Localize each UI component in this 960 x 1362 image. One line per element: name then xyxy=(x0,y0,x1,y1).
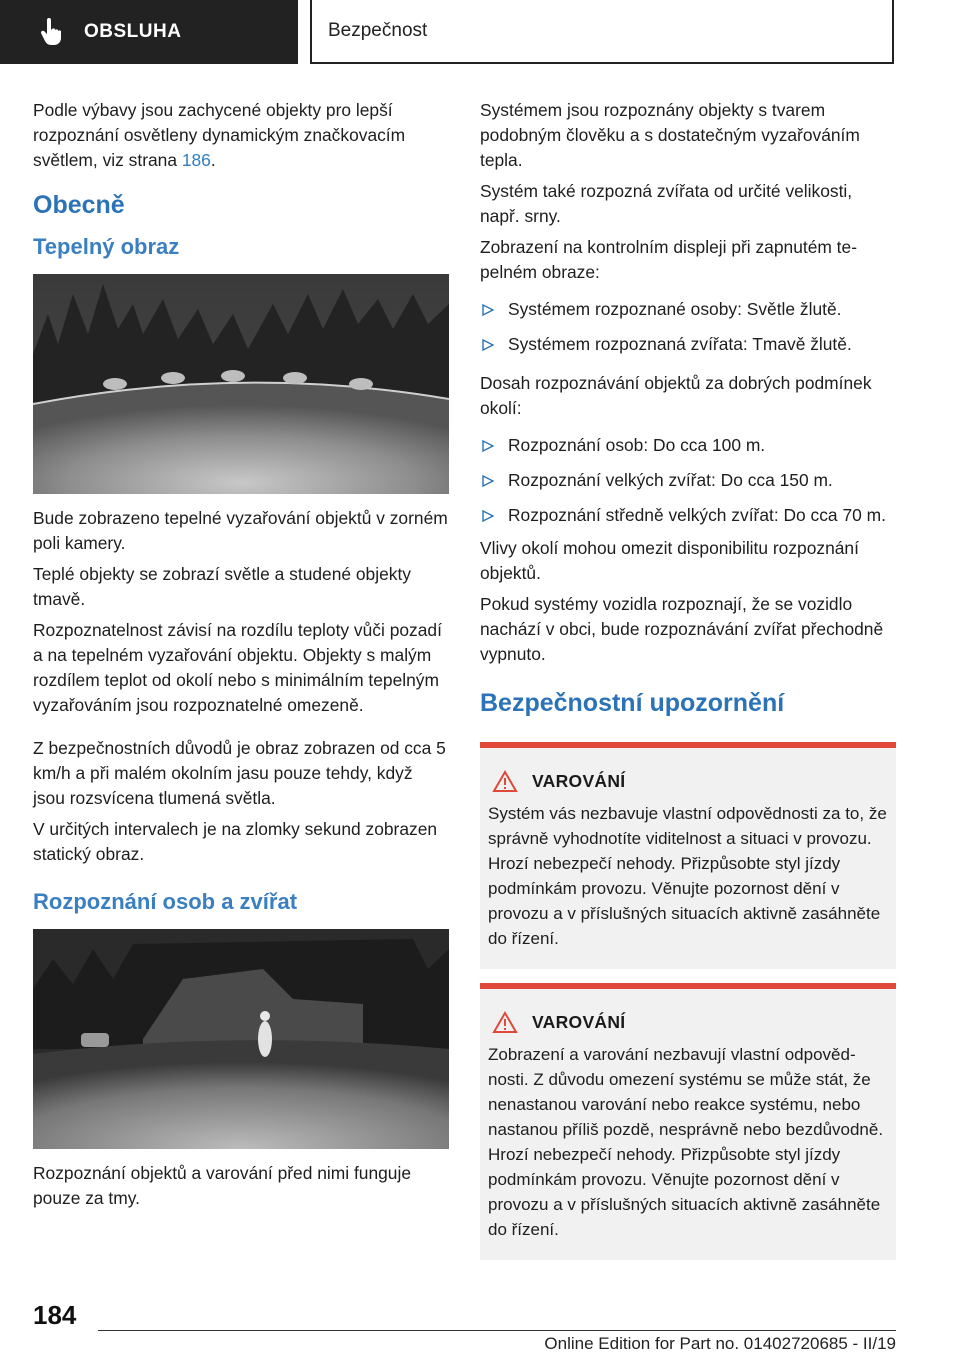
list-item: Rozpoznání velkých zvířat: Do cca 150 m. xyxy=(480,468,896,493)
range-list xyxy=(480,433,896,528)
thermal-paragraph-3: Rozpoznatelnost závisí na rozdílu teploty vůči pozadí a na tepelném vyzařování objektu. Objekty s malým rozdílem teplot od okolí nebo s minimálním tepelným vyzařováním jsou rozpoznatelné omezeně. xyxy=(33,620,442,715)
footer-divider xyxy=(98,1330,896,1331)
right-paragraph-4: Dosah rozpoznávání objektů za dobrých podmínek okolí: xyxy=(480,373,872,418)
detection-paragraph: Rozpoznání objektů a varování před nimi funguje pouze za tmy. xyxy=(33,1163,412,1208)
list-item: Systémem rozpoznané osoby: Světle žlutě. xyxy=(480,297,896,322)
warning-title: VAROVÁNÍ xyxy=(532,1012,626,1032)
right-paragraph-1: Systémem jsou rozpoznány objekty s tvarem podobným člověku a s dostatečným vyzařováním tepla. xyxy=(480,100,860,170)
warning-title: VAROVÁNÍ xyxy=(532,771,626,791)
bullet-triangle-icon xyxy=(482,440,494,452)
list-item: Rozpoznání středně velkých zvířat: Do cca 70 m. xyxy=(480,503,896,528)
heading-general: Obecně xyxy=(33,191,125,219)
list-item: Rozpoznání osob: Do cca 100 m. xyxy=(480,433,896,458)
bullet-triangle-icon xyxy=(482,339,494,351)
bullet-triangle-icon xyxy=(482,304,494,316)
page-number: 184 xyxy=(33,1300,77,1330)
page-link[interactable]: 186 xyxy=(181,150,211,170)
warning-triangle-icon xyxy=(492,770,518,793)
thermal-paragraph-1: Bude zobrazeno tepelné vyzařování objektů v zorném poli kamery. xyxy=(33,508,448,553)
thermal-paragraph-2: Teplé objekty se zobrazí světle a studené objekty tmavě. xyxy=(33,564,411,609)
left-column xyxy=(33,98,449,1217)
warning-text: Zobrazení a varování nezbavují vlastní odpovědnosti. Z důvodu omezení systému se může stát, že nenastanou varování nebo reakce systému, nebo nastanou příliš pozdě, nesprávně nebo bezdůvodně. Hrozí nebezpečí nehody. Přizpůsobte styl jízdy podmínkám provozu. Věnujte pozornost dění v provozu a v příslušných situacích aktivně zasáhněte do řízení. xyxy=(488,1045,884,1239)
intro-paragraph xyxy=(33,98,449,173)
list-item: Systémem rozpoznaná zvířata: Tmavě žlutě. xyxy=(480,332,896,357)
bullet-triangle-icon xyxy=(482,510,494,522)
heading-safety: Bezpečnostní upozornění xyxy=(480,689,785,717)
intro-end: . xyxy=(210,150,216,170)
section-tab xyxy=(0,0,298,64)
right-column xyxy=(480,98,896,1274)
edition-text: Online Edition for Part no. 01402720685 - II/19 xyxy=(544,1334,896,1353)
chapter-label: Bezpečnost xyxy=(328,20,428,41)
thermal-deer-image xyxy=(33,274,449,494)
thermal-paragraph-5: V určitých intervalech je na zlomky sekund zobrazen statický obraz. xyxy=(33,819,438,864)
hand-pointer-icon xyxy=(36,17,66,47)
warning-box-2 xyxy=(480,983,896,1260)
thermal-paragraph-4: Z bezpečnostních důvodů je obraz zobrazen od cca 5 km/h a při malém okolním jasu pouze tehdy, když jsou rozsvícena tlumená světla. xyxy=(33,738,446,808)
thermal-pedestrian-image xyxy=(33,929,449,1149)
right-paragraph-2: Systém také rozpozná zvířata od určité velikosti, např. srny. xyxy=(480,181,853,226)
display-list xyxy=(480,297,896,357)
right-paragraph-3: Zobrazení na kontrolním displeji při zapnutém tepelném obraze: xyxy=(480,237,857,282)
heading-detection: Rozpoznání osob a zvířat xyxy=(33,889,298,914)
intro-text: Podle výbavy jsou zachycené objekty pro lepší rozpoznání osvětleny dynamickým značkovacím světlem, viz strana xyxy=(33,100,406,170)
warning-text: Systém vás nezbavuje vlastní odpovědnosti za to, že správně vyhodnotíte viditelnost a situaci v provozu. Hrozí nebezpečí nehody. Přizpůsobte styl jízdy podmínkám provozu. Věnujte pozornost dění v provozu a v příslušných situacích aktivně zasáhněte do řízení. xyxy=(488,804,887,948)
warning-triangle-icon xyxy=(492,1011,518,1034)
heading-thermal: Tepelný obraz xyxy=(33,234,180,259)
warning-box-1 xyxy=(480,742,896,969)
section-label: OBSLUHA xyxy=(84,21,182,42)
chapter-header xyxy=(310,0,894,64)
right-paragraph-6: Pokud systémy vozidla rozpoznají, že se vozidlo nachází v obci, bude rozpoznávání zvířat přechodně vypnuto. xyxy=(480,594,884,664)
right-paragraph-5: Vlivy okolí mohou omezit disponibilitu rozpoznání objektů. xyxy=(480,538,859,583)
bullet-triangle-icon xyxy=(482,475,494,487)
